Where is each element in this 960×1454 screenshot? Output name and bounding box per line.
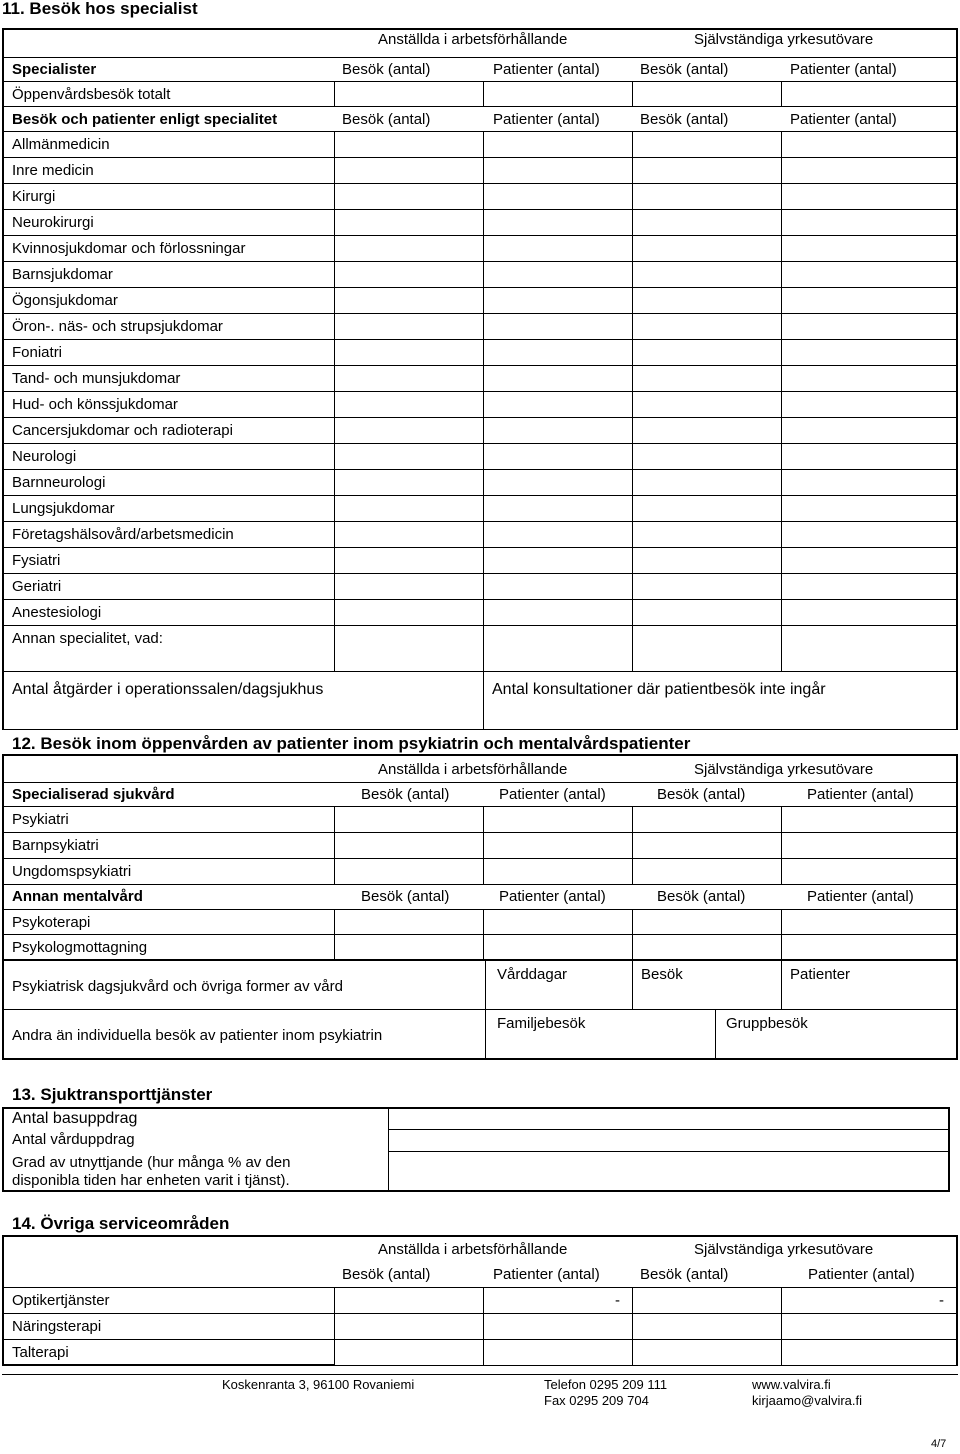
specialty-row-15-cell-1[interactable]	[334, 495, 484, 522]
s12-visits-header-4: Besök (antal)	[657, 888, 746, 905]
specialty-row-7-label: Ögonsjukdomar	[12, 292, 118, 309]
s12-patients-header-2: Patienter (antal)	[807, 786, 914, 803]
specialty-row-14-label: Barnneurologi	[12, 474, 106, 491]
s11-visits-header-4: Besök (antal)	[640, 111, 729, 128]
specialty-row-18-label: Geriatri	[12, 578, 62, 595]
specialty-row-19-label: Anestesiologi	[12, 604, 102, 621]
section-14-title: 14. Övriga serviceområden	[12, 1214, 230, 1233]
specialty-row-9-cell-1[interactable]	[334, 339, 484, 366]
specialty-row-8-label: Öron-. näs- och strupsjukdomar	[12, 318, 223, 335]
s11-patients-header-2: Patienter (antal)	[790, 61, 897, 78]
specialty-row-5-cell-4[interactable]	[781, 235, 957, 262]
specialty-row-6-cell-2[interactable]	[483, 261, 633, 288]
specialized-row-2-cell-3[interactable]	[632, 832, 782, 859]
consultations-input[interactable]	[485, 700, 955, 728]
s12-visits-header-1: Besök (antal)	[361, 786, 450, 803]
specialty-row-17-cell-2[interactable]	[483, 547, 633, 574]
specialty-row-7-cell-4[interactable]	[781, 287, 957, 314]
service-row-3-cell-1[interactable]	[334, 1339, 484, 1366]
basic-assignments-label: Antal basuppdrag	[12, 1110, 138, 1127]
specialty-row-11-cell-2[interactable]	[483, 391, 633, 418]
specialty-row-1-cell-3[interactable]	[632, 131, 782, 158]
page-number: 4/7	[931, 1438, 947, 1450]
specialized-row-3-cell-1[interactable]	[334, 858, 484, 885]
specialty-row-7-cell-2[interactable]	[483, 287, 633, 314]
specialty-row-16-cell-3[interactable]	[632, 521, 782, 548]
specialty-row-18-cell-2[interactable]	[483, 573, 633, 600]
family-visits-label: Familjebesök	[497, 1015, 586, 1032]
specialty-row-3-cell-1[interactable]	[334, 183, 484, 210]
specialized-row-2-label: Barnpsykiatri	[12, 837, 99, 854]
s11-visits-header-3: Besök (antal)	[342, 111, 431, 128]
day-care-visits-label: Besök	[641, 966, 683, 983]
specialty-row-12-cell-2[interactable]	[483, 417, 633, 444]
service-row-1-cell-4[interactable]	[781, 1287, 957, 1314]
specialty-row-1-cell-4[interactable]	[781, 131, 957, 158]
specialized-row-3-cell-3[interactable]	[632, 858, 782, 885]
s11-patients-header-1: Patienter (antal)	[493, 61, 600, 78]
service-row-3-cell-2[interactable]	[483, 1339, 633, 1366]
outpatient-total-patients-employed[interactable]	[483, 81, 633, 107]
consultations-label: Antal konsultationer där patientbesök inte ingår	[492, 681, 826, 698]
footer-web: www.valvira.fi	[752, 1377, 831, 1392]
specialty-row-13-cell-2[interactable]	[483, 443, 633, 470]
s14-visits-header-2: Besök (antal)	[640, 1266, 729, 1283]
specialty-row-3-cell-3[interactable]	[632, 183, 782, 210]
specialized-row-1-label: Psykiatri	[12, 811, 69, 828]
footer-fax: Fax 0295 209 704	[544, 1393, 649, 1408]
specialty-row-10-cell-2[interactable]	[483, 365, 633, 392]
service-row-3-cell-4[interactable]	[781, 1339, 957, 1366]
specialized-row-2-cell-2[interactable]	[483, 832, 633, 859]
by-specialty-label: Besök och patienter enligt specialitet	[12, 111, 278, 128]
specialty-row-11-cell-1[interactable]	[334, 391, 484, 418]
other-row-2-cell-3[interactable]	[632, 934, 782, 960]
specialty-row-20-label: Annan specialitet, vad:	[12, 630, 163, 647]
specialty-row-8-cell-3[interactable]	[632, 313, 782, 340]
service-row-1-cell-1[interactable]	[334, 1287, 484, 1314]
other-row-1-label: Psykoterapi	[12, 914, 91, 931]
specialty-row-16-cell-4[interactable]	[781, 521, 957, 548]
specialty-row-10-cell-4[interactable]	[781, 365, 957, 392]
specialized-care-label: Specialiserad sjukvård	[12, 786, 175, 803]
specialty-row-14-cell-3[interactable]	[632, 469, 782, 496]
s14-patients-header-1: Patienter (antal)	[493, 1266, 600, 1283]
specialty-row-6-cell-3[interactable]	[632, 261, 782, 288]
other-row-2-cell-4[interactable]	[781, 934, 957, 960]
specialty-row-14-cell-1[interactable]	[334, 469, 484, 496]
service-row-2-cell-1[interactable]	[334, 1313, 484, 1340]
specialty-row-3-cell-2[interactable]	[483, 183, 633, 210]
s12-group-employed: Anställda i arbetsförhållande	[378, 761, 568, 778]
specialty-row-13-label: Neurologi	[12, 448, 77, 465]
specialty-row-2-cell-1[interactable]	[334, 157, 484, 184]
specialty-row-12-label: Cancersjukdomar och radioterapi	[12, 422, 233, 439]
specialty-row-15-cell-3[interactable]	[632, 495, 782, 522]
s11-patients-header-3: Patienter (antal)	[493, 111, 600, 128]
family-visits-input[interactable]	[487, 1034, 714, 1057]
other-row-1-cell-3[interactable]	[632, 909, 782, 935]
specialty-row-17-cell-4[interactable]	[781, 547, 957, 574]
other-row-2-cell-2[interactable]	[483, 934, 633, 960]
specialty-row-17-cell-1[interactable]	[334, 547, 484, 574]
day-care-patients-input[interactable]	[783, 985, 955, 1008]
utilization-input[interactable]	[390, 1153, 947, 1189]
specialty-row-20-cell-3[interactable]	[632, 625, 782, 672]
specialty-row-2-cell-4[interactable]	[781, 157, 957, 184]
specialty-row-18-cell-4[interactable]	[781, 573, 957, 600]
specialty-row-15-cell-2[interactable]	[483, 495, 633, 522]
specialists-label: Specialister	[12, 61, 97, 78]
specialty-row-2-cell-3[interactable]	[632, 157, 782, 184]
specialty-row-16-cell-2[interactable]	[483, 521, 633, 548]
specialty-row-8-cell-1[interactable]	[334, 313, 484, 340]
other-row-1-cell-1[interactable]	[334, 909, 484, 935]
specialty-row-11-label: Hud- och könssjukdomar	[12, 396, 178, 413]
specialty-row-6-label: Barnsjukdomar	[12, 266, 113, 283]
day-care-visits-input[interactable]	[634, 985, 780, 1008]
specialty-row-1-cell-1[interactable]	[334, 131, 484, 158]
other-mental-care-label: Annan mentalvård	[12, 888, 143, 905]
specialty-row-12-cell-3[interactable]	[632, 417, 782, 444]
group-visits-input[interactable]	[717, 1034, 955, 1057]
specialty-row-4-label: Neurokirurgi	[12, 214, 94, 231]
care-assignments-input[interactable]	[390, 1131, 947, 1150]
specialty-row-17-cell-3[interactable]	[632, 547, 782, 574]
utilization-label-line2: disponibla tiden har enheten varit i tjänst).	[12, 1172, 290, 1189]
other-row-1-cell-4[interactable]	[781, 909, 957, 935]
utilization-label-line1: Grad av utnyttjande (hur många % av den	[12, 1154, 291, 1171]
footer-phone: Telefon 0295 209 111	[544, 1377, 668, 1392]
operations-label: Antal åtgärder i operationssalen/dagsjukhus	[12, 681, 324, 698]
footer-address: Koskenranta 3, 96100 Rovaniemi	[222, 1377, 415, 1392]
s14-patients-header-2: Patienter (antal)	[808, 1266, 915, 1283]
service-row-1-label: Optikertjänster	[12, 1292, 110, 1309]
specialized-row-3-cell-4[interactable]	[781, 858, 957, 885]
other-row-1-cell-2[interactable]	[483, 909, 633, 935]
specialty-row-20-cell-4[interactable]	[781, 625, 957, 672]
specialty-row-18-cell-3[interactable]	[632, 573, 782, 600]
specialty-row-6-cell-4[interactable]	[781, 261, 957, 288]
specialized-row-1-cell-3[interactable]	[632, 806, 782, 833]
outpatient-total-visits-employed[interactable]	[334, 81, 484, 107]
specialty-row-13-cell-1[interactable]	[334, 443, 484, 470]
specialty-row-19-cell-1[interactable]	[334, 599, 484, 626]
specialized-row-3-cell-2[interactable]	[483, 858, 633, 885]
service-row-1-dash-2: -	[615, 1292, 620, 1309]
specialty-row-5-label: Kvinnosjukdomar och förlossningar	[12, 240, 246, 257]
specialty-row-10-label: Tand- och munsjukdomar	[12, 370, 181, 387]
specialty-row-8-cell-2[interactable]	[483, 313, 633, 340]
specialty-row-10-cell-1[interactable]	[334, 365, 484, 392]
specialty-row-16-label: Företagshälsovård/arbetsmedicin	[12, 526, 234, 543]
specialty-row-7-cell-1[interactable]	[334, 287, 484, 314]
s12-visits-header-3: Besök (antal)	[361, 888, 450, 905]
outpatient-total-patients-self[interactable]	[781, 81, 957, 107]
outpatient-total-label: Öppenvårdsbesök totalt	[12, 86, 171, 103]
care-days-label: Vårddagar	[497, 966, 568, 983]
specialty-row-9-cell-2[interactable]	[483, 339, 633, 366]
s12-patients-header-1: Patienter (antal)	[499, 786, 606, 803]
specialty-row-1-label: Allmänmedicin	[12, 136, 110, 153]
section-12-title: 12. Besök inom öppenvården av patienter inom psykiatrin och mentalvårdspatienter	[12, 734, 691, 753]
service-row-2-cell-2[interactable]	[483, 1313, 633, 1340]
specialty-row-15-label: Lungsjukdomar	[12, 500, 115, 517]
specialty-row-19-cell-4[interactable]	[781, 599, 957, 626]
specialty-row-4-cell-2[interactable]	[483, 209, 633, 236]
service-row-3-label: Talterapi	[12, 1344, 69, 1361]
section-13-title: 13. Sjuktransporttjänster	[12, 1085, 213, 1104]
day-care-patients-label: Patienter	[790, 966, 851, 983]
service-row-2-cell-3[interactable]	[632, 1313, 782, 1340]
s11-group-self: Självständiga yrkesutövare	[694, 31, 874, 48]
specialty-row-14-cell-2[interactable]	[483, 469, 633, 496]
specialty-row-11-cell-4[interactable]	[781, 391, 957, 418]
s12-patients-header-3: Patienter (antal)	[499, 888, 606, 905]
specialty-row-3-label: Kirurgi	[12, 188, 56, 205]
s12-patients-header-4: Patienter (antal)	[807, 888, 914, 905]
service-row-1-dash-4: -	[939, 1292, 944, 1309]
s11-group-employed: Anställda i arbetsförhållande	[378, 31, 568, 48]
specialty-row-13-cell-4[interactable]	[781, 443, 957, 470]
specialty-row-5-cell-3[interactable]	[632, 235, 782, 262]
specialty-row-7-cell-3[interactable]	[632, 287, 782, 314]
s14-visits-header-1: Besök (antal)	[342, 1266, 431, 1283]
specialized-row-2-cell-4[interactable]	[781, 832, 957, 859]
specialty-row-4-cell-1[interactable]	[334, 209, 484, 236]
specialty-row-4-cell-3[interactable]	[632, 209, 782, 236]
specialty-row-9-label: Foniatri	[12, 344, 63, 361]
specialty-row-20-cell-2[interactable]	[483, 625, 633, 672]
specialty-row-4-cell-4[interactable]	[781, 209, 957, 236]
specialty-row-12-cell-1[interactable]	[334, 417, 484, 444]
s12-visits-header-2: Besök (antal)	[657, 786, 746, 803]
specialized-row-1-cell-1[interactable]	[334, 806, 484, 833]
service-row-2-label: Näringsterapi	[12, 1318, 102, 1335]
specialty-row-5-cell-2[interactable]	[483, 235, 633, 262]
s14-group-employed: Anställda i arbetsförhållande	[378, 1241, 568, 1258]
specialty-row-11-cell-3[interactable]	[632, 391, 782, 418]
section-11-title: 11. Besök hos specialist	[2, 0, 198, 18]
specialty-row-12-cell-4[interactable]	[781, 417, 957, 444]
specialized-row-2-cell-1[interactable]	[334, 832, 484, 859]
specialty-row-9-cell-4[interactable]	[781, 339, 957, 366]
specialty-row-1-cell-2[interactable]	[483, 131, 633, 158]
s14-group-self: Självständiga yrkesutövare	[694, 1241, 874, 1258]
specialized-row-1-cell-4[interactable]	[781, 806, 957, 833]
specialty-row-8-cell-4[interactable]	[781, 313, 957, 340]
specialty-row-2-label: Inre medicin	[12, 162, 94, 179]
other-row-2-cell-1[interactable]	[334, 934, 484, 960]
s11-top-border	[2, 28, 958, 30]
specialty-row-9-cell-3[interactable]	[632, 339, 782, 366]
specialty-row-20-cell-1[interactable]	[334, 625, 484, 672]
s11-visits-header-1: Besök (antal)	[342, 61, 431, 78]
day-care-label: Psykiatrisk dagsjukvård och övriga former av vård	[12, 978, 343, 995]
s11-bottom-border	[2, 729, 958, 730]
specialty-row-2-cell-2[interactable]	[483, 157, 633, 184]
specialty-row-5-cell-1[interactable]	[334, 235, 484, 262]
specialty-row-16-cell-1[interactable]	[334, 521, 484, 548]
specialty-row-17-label: Fysiatri	[12, 552, 61, 569]
outpatient-total-visits-self[interactable]	[632, 81, 782, 107]
other-row-2-label: Psykologmottagning	[12, 939, 148, 956]
care-days-input[interactable]	[487, 985, 631, 1008]
service-row-3-cell-3[interactable]	[632, 1339, 782, 1366]
specialized-row-3-label: Ungdomspsykiatri	[12, 863, 132, 880]
care-assignments-label: Antal vårduppdrag	[12, 1131, 135, 1148]
s12-group-self: Självständiga yrkesutövare	[694, 761, 874, 778]
group-visits-label: Gruppbesök	[726, 1015, 808, 1032]
basic-assignments-input[interactable]	[390, 1109, 947, 1128]
specialty-row-19-cell-2[interactable]	[483, 599, 633, 626]
service-row-1-cell-3[interactable]	[632, 1287, 782, 1314]
service-row-1-cell-2[interactable]	[483, 1287, 633, 1314]
specialty-row-13-cell-3[interactable]	[632, 443, 782, 470]
specialty-row-6-cell-1[interactable]	[334, 261, 484, 288]
operations-input[interactable]	[4, 700, 482, 728]
s11-patients-header-4: Patienter (antal)	[790, 111, 897, 128]
specialty-row-19-cell-3[interactable]	[632, 599, 782, 626]
s11-visits-header-2: Besök (antal)	[640, 61, 729, 78]
specialty-row-3-cell-4[interactable]	[781, 183, 957, 210]
specialty-row-18-cell-1[interactable]	[334, 573, 484, 600]
specialty-row-10-cell-3[interactable]	[632, 365, 782, 392]
service-row-2-cell-4[interactable]	[781, 1313, 957, 1340]
specialty-row-15-cell-4[interactable]	[781, 495, 957, 522]
footer-email: kirjaamo@valvira.fi	[752, 1393, 862, 1408]
specialized-row-1-cell-2[interactable]	[483, 806, 633, 833]
specialty-row-14-cell-4[interactable]	[781, 469, 957, 496]
non-individual-label: Andra än individuella besök av patienter inom psykiatrin	[12, 1027, 383, 1044]
